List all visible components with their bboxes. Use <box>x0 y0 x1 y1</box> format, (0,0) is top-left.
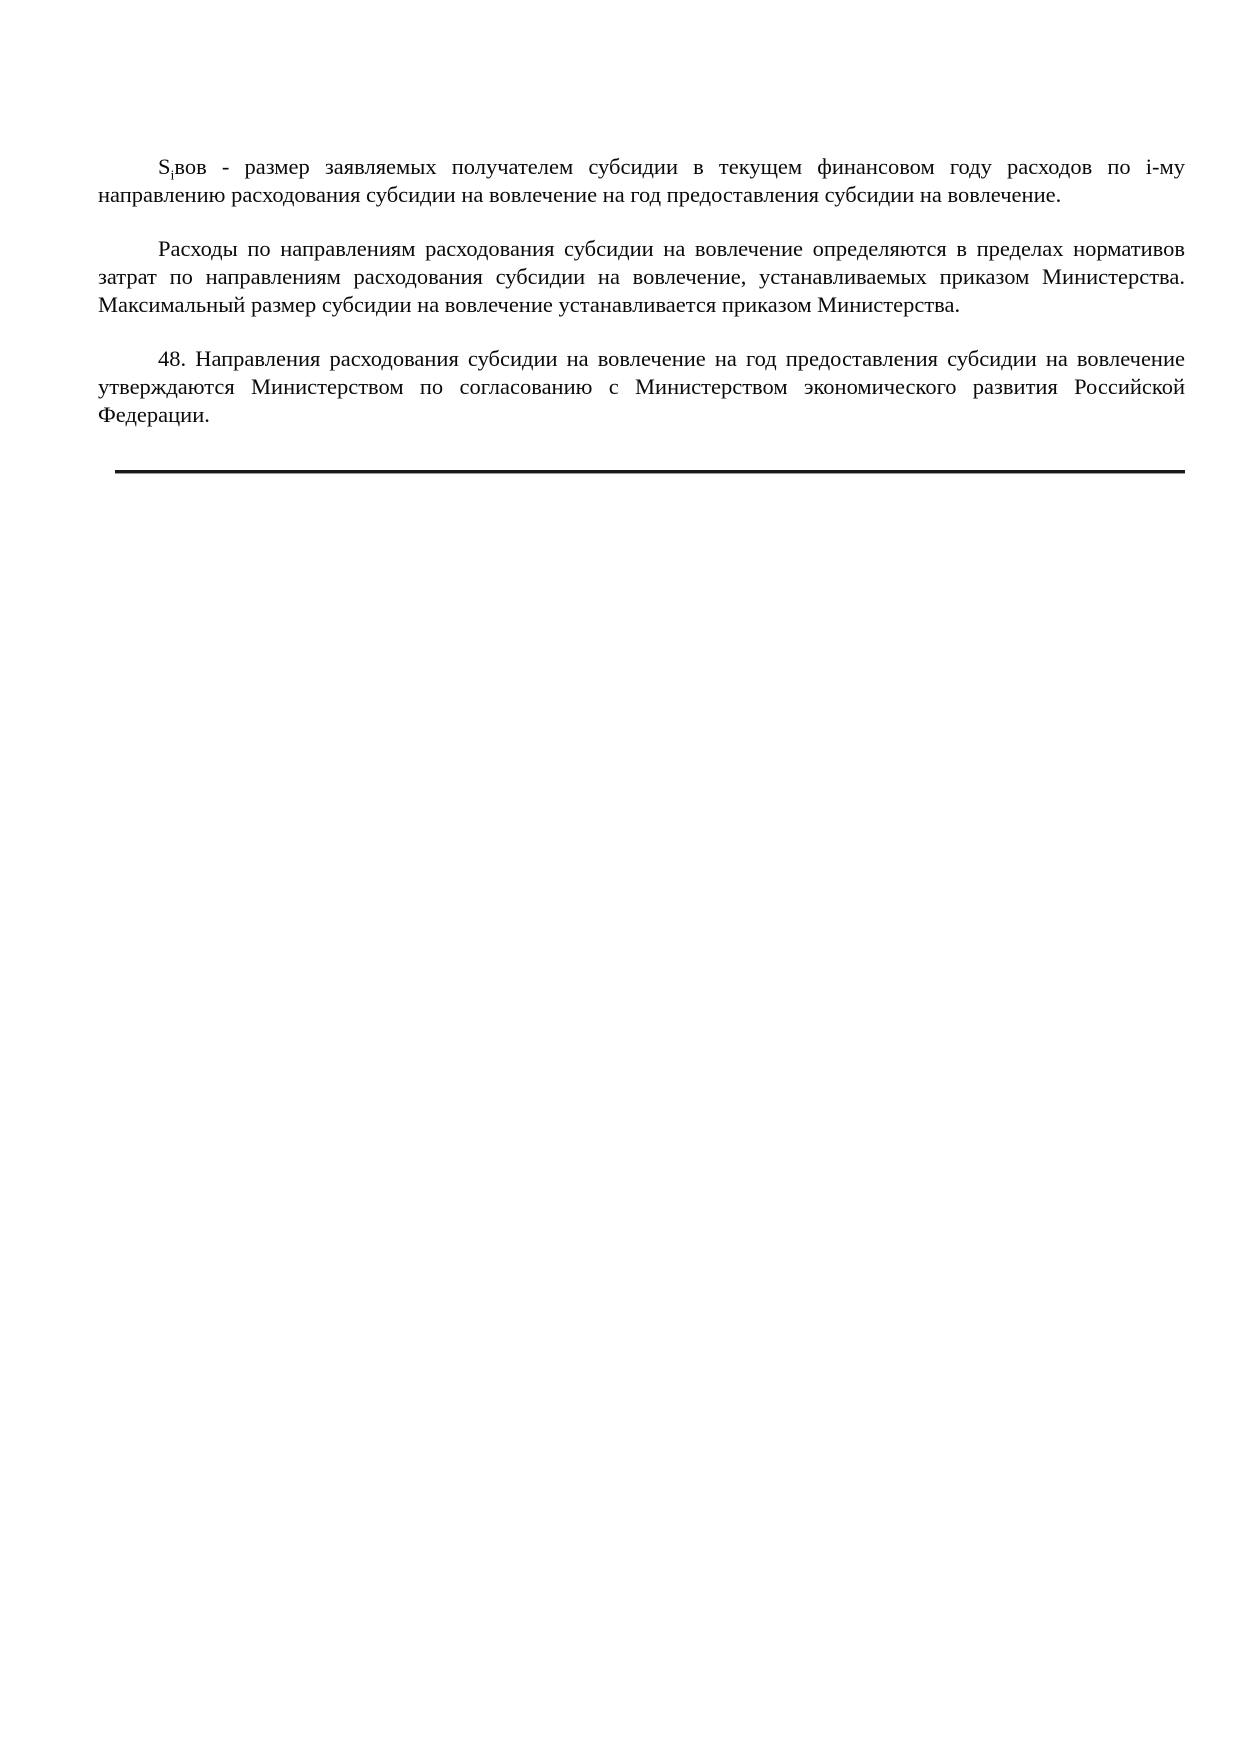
document-body <box>0 0 1240 474</box>
formula-symbol-base: S <box>158 154 171 179</box>
paragraph-formula-definition <box>98 153 1185 209</box>
paragraph-formula-text: вов - размер заявляемых получателем субсидии в текущем финансовом году расходов по i-му направлению расходования субсидии на вовлечение на год предоставления субсидии на вовлечение. <box>98 154 1185 207</box>
section-divider-rule <box>115 470 1185 474</box>
paragraph-item-48: 48. Направления расходования субсидии на вовлечение на год предоставления субсидии на вовлечение утверждаются Министерством по согласованию с Министерством экономического развития Российской Федерации. <box>98 346 1185 427</box>
paragraph-spending-norms: Расходы по направлениям расходования субсидии на вовлечение определяются в пределах нормативов затрат по направлениям расходования субсидии на вовлечение, устанавливаемых приказом Министерства. Максимальный размер субсидии на вовлечение устанавливается приказом Министерства. <box>98 236 1185 317</box>
formula-symbol-subscript: i <box>170 168 175 184</box>
